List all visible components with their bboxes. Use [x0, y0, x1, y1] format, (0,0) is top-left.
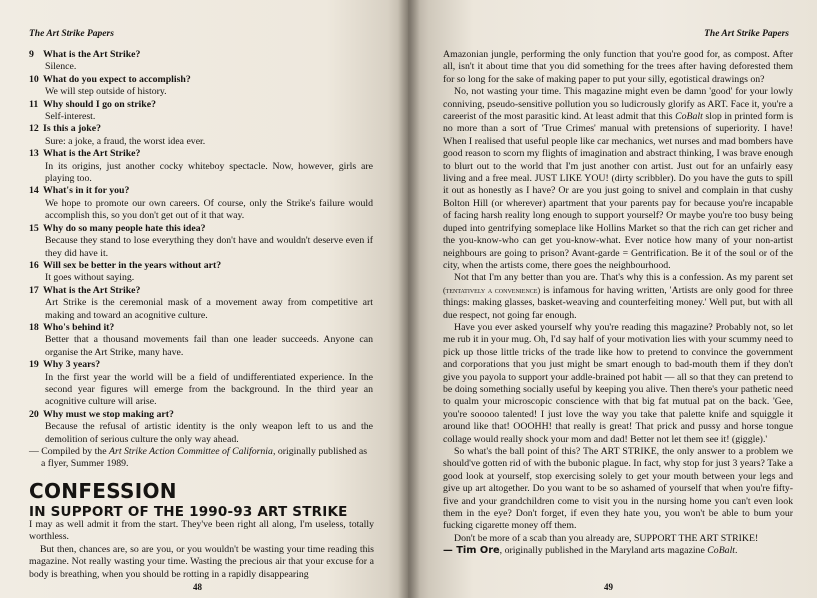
faq-number: 12	[29, 123, 39, 135]
faq-question: 10 What do you expect to accomplish?	[29, 73, 191, 85]
faq-number: 10	[29, 73, 39, 85]
faq-number: 18	[29, 321, 39, 333]
faq-question: 18 Who's behind it?	[29, 321, 115, 333]
faq-number: 14	[29, 185, 39, 197]
faq-question: 14 What's in it for you?	[29, 185, 130, 197]
confession-body-cont	[443, 49, 793, 558]
faq-number: 17	[29, 284, 39, 296]
paragraph: Amazonian jungle, performing the only function that you're good for, as compost. After all, isn't it about time that you did something for the trees after having deforested them for so long for the sake of making paper to put your silly, egotistical drawings on?	[443, 49, 793, 85]
paragraph: Not that I'm any better than you are. That's why this is a confession. As my parent set (tentatively a convenience) is infamous for having written, 'Artists are only good for three things: making glasses, basket-weaving and counterfeiting money.' Well put, but with all due respect, not going far enough.	[443, 272, 793, 321]
faq-number: 15	[29, 222, 39, 234]
signature: — Tim Ore, originally published in the Maryland arts magazine CoBalt.	[443, 545, 738, 557]
paragraph: Don't be more of a scab than you already are, SUPPORT THE ART STRIKE!	[454, 532, 759, 544]
section-heading: CONFESSION	[29, 479, 177, 503]
faq-number: 20	[29, 408, 39, 420]
running-head-left: The Art Strike Papers	[29, 29, 114, 39]
paragraph: I may as well admit it from the start. They've been right all along, I'm useless, totally worthless.	[29, 519, 374, 543]
page-number-left: 48	[193, 582, 202, 592]
faq-question: 19 Why 3 years?	[29, 359, 101, 371]
faq-question: 9 What is the Art Strike?	[29, 49, 141, 60]
faq-answer: Because the refusal of artistic identity is the only weapon left to us and the demolition of serious culture the only way ahead.	[45, 421, 373, 445]
paragraph: Have you ever asked yourself why you're reading this magazine? Probably not, so let me rub it in your mug. Oh, I'd say half of your motivation lies with your scummy need to pick up those little tricks of the trade like how to pretend to convince the government and corporations that you just might be smart enough to bad-mouth them if they don't give you payola to support your addle-brained pot habit — all so that they can pretend to be doing something socially useful by keeping you alive. Then there's your pathetic need to qualm your microscopic conscience with that big fat mutual pat on the back. 'Gee, you're sooooo talented! I just love the way you take that palette knife and squiggle it around like that! OOOHH! that really is great! That prick and pussy and horse tongue collage would really shock your mom and dad! Better not let them see it! (giggle).'	[443, 321, 793, 445]
left-page	[0, 0, 408, 598]
faq-answer: It goes without saying.	[45, 272, 135, 284]
faq-question: 20 Why must we stop making art?	[29, 408, 174, 420]
faq-answer: Silence.	[45, 61, 77, 73]
faq-answer: Art Strike is the ceremonial mask of a movement away from competitive art making and toward an acognitive culture.	[45, 297, 373, 321]
faq-question: 16 Will sex be better in the years without art?	[29, 259, 222, 271]
faq-question: 17 What is the Art Strike?	[29, 284, 141, 296]
faq-answer: Because they stand to lose everything they don't have and wouldn't deserve even if they did have it.	[45, 235, 373, 259]
faq-number: 19	[29, 359, 39, 371]
faq-answer: We will step outside of history.	[45, 86, 167, 98]
confession-body-start	[29, 519, 374, 581]
faq-question: 13 What is the Art Strike?	[29, 148, 141, 160]
running-head-right: The Art Strike Papers	[704, 29, 789, 39]
faq-answer: We hope to promote our own careers. Of course, only the Strike's failure would accomplish this, so you don't get out of it that way.	[45, 197, 373, 222]
faq-number: 16	[29, 259, 39, 271]
faq-answer: Sure: a joke, a fraud, the worst idea ever.	[45, 135, 206, 147]
faq-number: 9	[29, 49, 34, 60]
faq-question: 12 Is this a joke?	[29, 123, 101, 135]
paragraph: But then, chances are, so are you, or you wouldn't be wasting your time reading this magazine. Not really wasting your time. Wasting the precious air that your excuse for a body is breathing, when you should be rotting in a rapidly disappearing	[29, 543, 374, 580]
faq-credit: — Compiled by the Art Strike Action Committee of California, originally published as a flyer, Summer 1989.	[29, 446, 368, 470]
faq-question: 15 Why do so many people hate this idea?	[29, 222, 206, 234]
faq-question: 11 Why should I go on strike?	[29, 98, 156, 110]
faq-number: 11	[29, 98, 39, 110]
faq-answer: Self-interest.	[45, 111, 96, 123]
faq-answer: In the first year the world will be a field of undifferentiated experience. In the second year figures will emerge from the background. In the third year an acognitive culture will arise.	[45, 371, 373, 408]
paragraph: No, not wasting your time. This magazine might even be damn 'good' for your lowly conniving, pseudo-sensitive pollution you so ludicrously glorify as ART. Face it, you're a careerist of the most parasitic kind. At least admit that this CoBalt slop in printed form is no more than a sort of 'True Crimes' manual with pretensions of superiority. I have! When I realised that useful people like car mechanics, wet nurses and mad bombers have good reason to scorn my flights of imagination and abstract thinking, I was brave enough to blurt out to the world that I'm just another con artist. Just out for an unfairly easy living and a free meal. JUST LIKE YOU! (dirty scribbler). Do you have the guts to spill it out as honestly as I have? Or are you just going to snivel and complain in that cushy Bolton Hill (or wherever) apartment that your parents pay for because you're incapable of facing harsh reality long enough to support yourself? Or maybe you're too busy being duped into gentrifying someplace like Hollins Market so that the rich can get richer and the you-know-who can get you-know-what. Ever notice how many of your non-artist neighbours are going to prison? Avant-garde = Gentrification. Be it of the soul or of the city, when the artists come, there goes the neighbourhood.	[443, 86, 794, 271]
page-number-right: 49	[604, 582, 613, 592]
paragraph: So what's the ball point of this? The ART STRIKE, the only answer to a problem we should've gotten rid of with the bubonic plague. In fact, why stop for just 3 years? Take a good look at yourself, stop exercising solely to get your mouth between your legs and give up art altogether. Do you want to be so ashamed of yourself that when you're fifty-five and your grandchildren come to visit you in the nursing home you can't even look them in the eye? Don't forget, if even they hate you, you won't be able to bum your fucking cigarette money off them.	[443, 446, 793, 532]
faq-answer: In its origins, just another cocky whiteboy spectacle. Now, however, girls are playing too.	[45, 160, 373, 185]
section-subheading: IN SUPPORT OF THE 1990-93 ART STRIKE	[29, 504, 348, 520]
book-spine-gutter	[398, 0, 420, 598]
faq-answer: Better that a thousand movements fail than one leader succeeds. Anyone can organise the Art Strike, many have.	[45, 334, 373, 358]
faq-number: 13	[29, 148, 39, 160]
right-page	[408, 0, 817, 598]
faq-list	[29, 49, 373, 471]
